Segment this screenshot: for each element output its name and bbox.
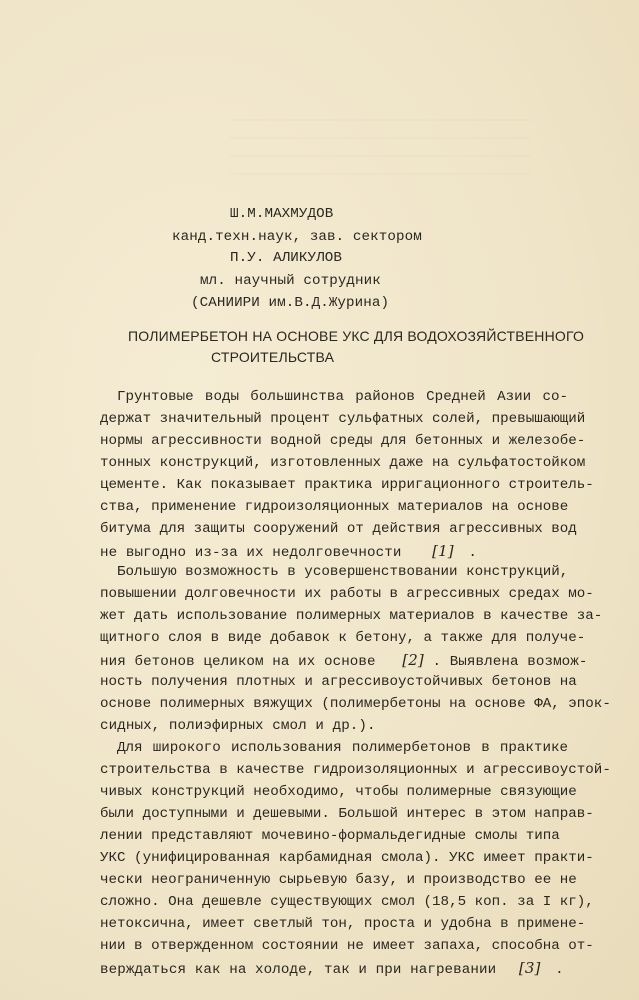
p3-line-11 xyxy=(100,959,564,979)
p3-line-9: нетоксична, имеет светлый тон, проста и удобна в примене- xyxy=(100,916,586,932)
citation-2-after: . Выявлена возмож- xyxy=(432,654,588,670)
p2-line-4: щитного слоя в виде добавок к бетону, а также для получе- xyxy=(100,630,586,646)
p1-line-1: Грунтовые воды большинства районов Средней Азии со- xyxy=(117,389,568,405)
article-title-line-1: ПОЛИМЕРБЕТОН НА ОСНОВЕ УКС ДЛЯ ВОДОХОЗЯЙСТВЕННОГО xyxy=(128,328,585,344)
p1-line-8 xyxy=(100,542,477,562)
p1-line-2: держат значительный процент сульфатных солей, превышающий xyxy=(100,411,586,427)
p1-line-4: тонных конструкций, изготовленных даже на сульфатостойком xyxy=(100,455,586,471)
p3-line-4: были доступными и дешевыми. Большой интерес в этом направ- xyxy=(100,806,594,822)
p1-line-3: нормы агрессивности водной среды для бетонных и железобе- xyxy=(100,433,586,449)
citation-3: [3] xyxy=(518,959,541,977)
article-title-line-2: СТРОИТЕЛЬСТВА xyxy=(211,349,335,365)
p2-line-7: основе полимерных вяжущих (полимербетоны на основе ФА, эпок- xyxy=(100,696,611,712)
p3-line-1: Для широкого использования полимербетонов в практике xyxy=(117,740,568,756)
p3-line-11-text: верждаться как на холоде, так и при нагревании xyxy=(100,962,497,978)
citation-2: [2] xyxy=(402,651,424,669)
p1-line-8-text: не выгодно из-за их недолговечности xyxy=(100,545,402,561)
author-2-name: П.У. АЛИКУЛОВ xyxy=(230,250,342,266)
p2-line-3: жет дать использование полимерных материалов в качестве за- xyxy=(100,608,603,624)
p2-line-5 xyxy=(100,651,588,671)
p2-line-2: повышении долговечности их работы в агрессивных средах мо- xyxy=(100,586,594,602)
p2-line-1: Большую возможность в усовершенствовании конструкций, xyxy=(117,564,569,580)
p3-line-6: УКС (унифицированная карбамидная смола). УКС имеет практи- xyxy=(100,850,594,866)
bleed-through-text xyxy=(230,105,530,175)
citation-3-period: . xyxy=(555,962,564,978)
p2-line-6: ность получения плотных и агрессивоустойчивых бетонов на xyxy=(100,674,577,690)
p3-line-2: строительства в качестве гидроизоляционных и агрессивоустой- xyxy=(100,762,611,778)
author-2-title: мл. научный сотрудник xyxy=(200,273,381,289)
p3-line-3: чивых конструкций необходимо, чтобы полимерные связующие xyxy=(100,784,577,800)
author-1-title: канд.техн.наук, зав. сектором xyxy=(172,229,422,245)
citation-1-period: . xyxy=(468,545,477,561)
p2-line-8: сидных, полиэфирных смол и др.). xyxy=(100,718,376,734)
p1-line-6: ства, применение гидроизоляционных материалов на основе xyxy=(100,499,569,515)
affiliation: (САНИИРИ им.В.Д.Журина) xyxy=(191,295,390,311)
p1-line-5: цементе. Как показывает практика ирригационного строитель- xyxy=(100,477,594,493)
p2-line-5-text: ния бетонов целиком на их основе xyxy=(100,654,376,670)
p3-line-8: сложно. Она дешевле существующих смол (18,5 коп. за I кг), xyxy=(100,894,594,910)
p3-line-5: лении представляют мочевино-формальдегидные смолы типа xyxy=(100,828,560,844)
p1-line-7: битума для защиты сооружений от действия агрессивных вод xyxy=(100,521,577,537)
author-1-name: Ш.М.МАХМУДОВ xyxy=(230,206,334,222)
p3-line-10: нии в отвержденном состоянии не имеет запаха, способна от- xyxy=(100,938,594,954)
p3-line-7: чески неограниченную сырьевую базу, и производство ее не xyxy=(100,872,577,888)
citation-1: [1] xyxy=(432,542,454,560)
